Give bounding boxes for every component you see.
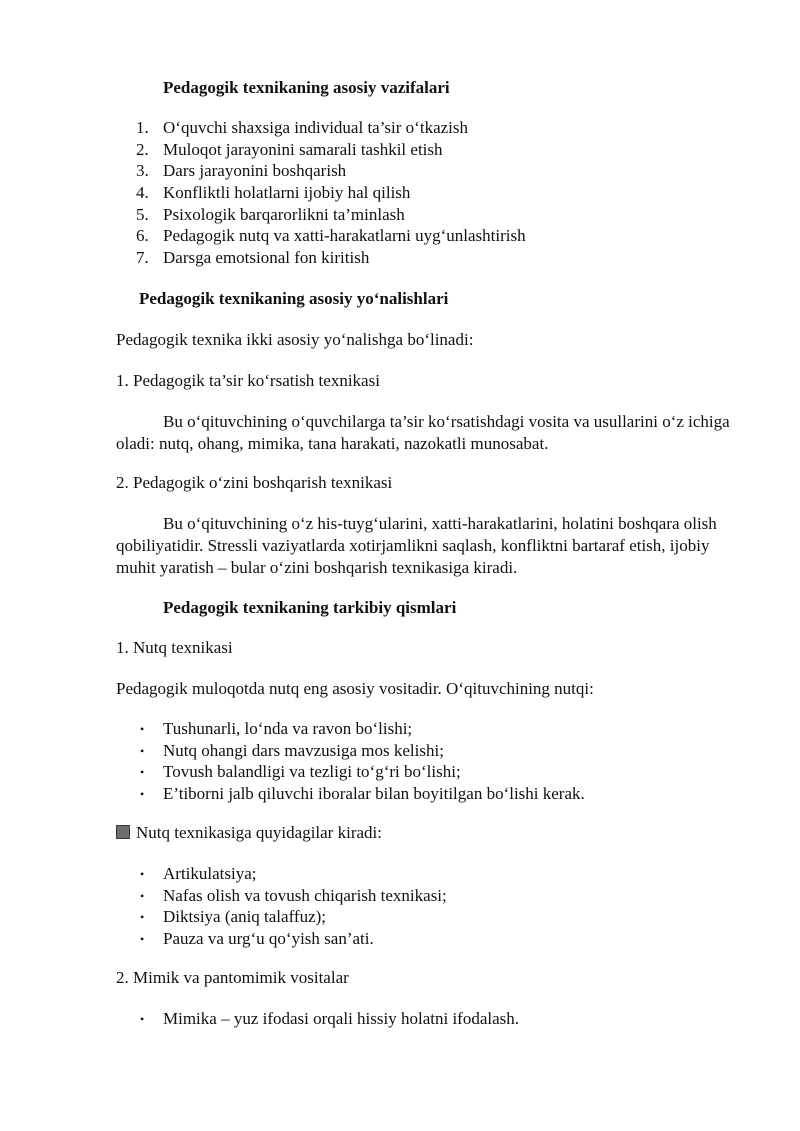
list-item: • Artikulatsiya;	[140, 864, 257, 883]
direction-1-text: Bu o‘qituvchining o‘quvchilarga ta’sir ko‘rsatishdagi vosita va usullarini o‘z ichiga oladi: nutq, ohang, mimika, tana harakati, nazokatli munosabat.	[116, 412, 730, 453]
list-item: • Nutq ohangi dars mavzusiga mos kelishi;	[140, 740, 444, 760]
list-item: • E’tiborni jalb qiluvchi iboralar bilan boyitilgan bo‘lishi kerak.	[140, 784, 585, 804]
list-item: 2. Muloqot jarayonini samarali tashkil etish	[136, 139, 443, 159]
part-2-title: 2. Mimik va pantomimik vositalar	[116, 968, 349, 987]
part-1-title: 1. Nutq texnikasi	[116, 638, 233, 657]
list-item: 4. Konfliktli holatlarni ijobiy hal qilish	[136, 183, 411, 203]
direction-1-title: 1. Pedagogik ta’sir ko‘rsatish texnikasi	[116, 371, 380, 390]
direction-2-title: 2. Pedagogik o‘zini boshqarish texnikasi	[116, 473, 393, 492]
list-item: • Mimika – yuz ifodasi orqali hissiy holatni ifodalash.	[140, 1009, 520, 1028]
direction-2-text: Bu o‘qituvchining o‘z his-tuyg‘ularini, xatti-harakatlarini, holatini boshqara olish qobiliyatidir. Stressli vaziyatlarda xotirjamlikni saqlash, konfliktni bartaraf etish, ijobiy muhit yaratish – bular o‘zini boshqarish texnikasiga kiradi.	[116, 514, 717, 577]
part-1-intro: Pedagogik muloqotda nutq eng asosiy vositadir. O‘qituvchining nutqi:	[116, 679, 594, 698]
tasks-list	[116, 117, 526, 269]
list-item: 5. Psixologik barqarorlikni ta’minlash	[136, 204, 405, 224]
heading-components: Pedagogik texnikaning tarkibiy qismlari	[163, 598, 457, 617]
list-item: • Tovush balandligi va tezligi to‘g‘ri bo‘lishi;	[140, 762, 461, 782]
speech-tech-list	[116, 863, 447, 950]
list-item: 1. O‘quvchi shaxsiga individual ta’sir o‘tkazish	[136, 118, 468, 137]
list-item: • Diktsiya (aniq talaffuz);	[140, 907, 327, 927]
list-item: • Pauza va urg‘u qo‘yish san’ati.	[140, 929, 374, 949]
list-item: 7. Darsga emotsional fon kiritish	[136, 248, 370, 268]
heading-tasks: Pedagogik texnikaning asosiy vazifalari	[163, 78, 450, 97]
gray-square-icon	[116, 825, 130, 839]
directions-intro: Pedagogik texnika ikki asosiy yo‘nalishga bo‘linadi:	[116, 330, 474, 349]
list-item: • Tushunarli, lo‘nda va ravon bo‘lishi;	[140, 719, 413, 738]
speech-tech-intro: Nutq texnikasiga quyidagilar kiradi:	[116, 822, 382, 844]
list-item: • Nafas olish va tovush chiqarish texnikasi;	[140, 885, 447, 905]
list-item: 3. Dars jarayonini boshqarish	[136, 161, 347, 181]
list-item: 6. Pedagogik nutq va xatti-harakatlarni uyg‘unlashtirish	[136, 226, 526, 246]
mimic-list	[116, 1008, 519, 1030]
speech-requirements-list	[116, 718, 585, 805]
heading-directions: Pedagogik texnikaning asosiy yo‘nalishlari	[139, 289, 449, 308]
